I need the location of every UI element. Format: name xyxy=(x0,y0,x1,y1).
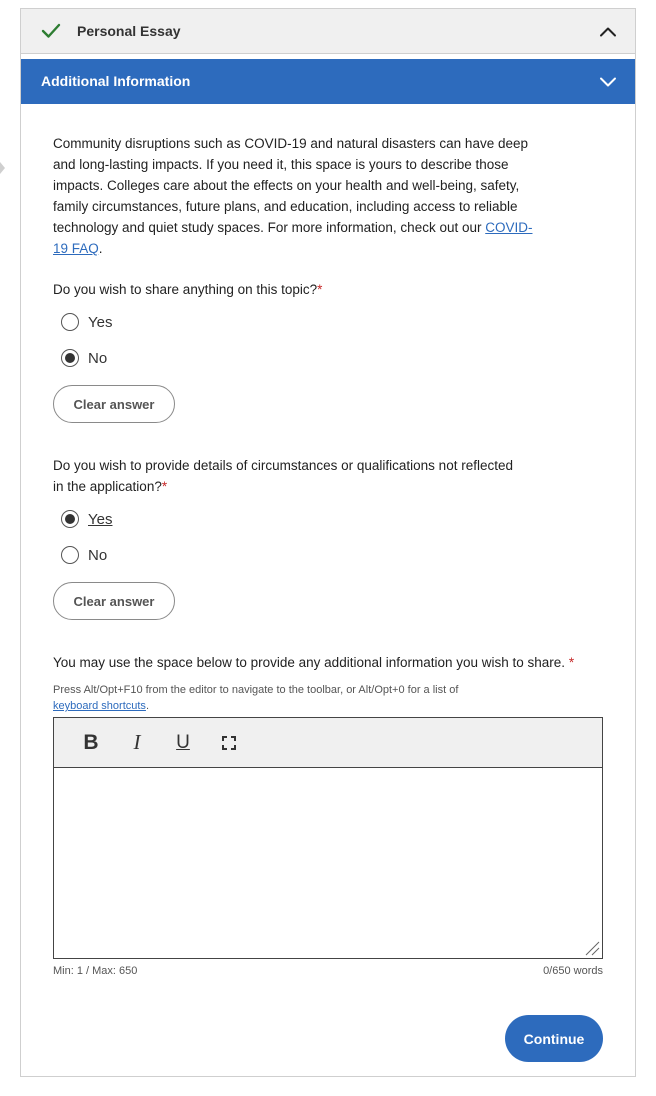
radio-yes-unselected[interactable] xyxy=(61,313,79,331)
italic-button[interactable]: I xyxy=(133,730,141,754)
option-label: No xyxy=(88,546,108,564)
word-count: 0/650 words xyxy=(543,965,603,977)
radio-no-unselected[interactable] xyxy=(61,546,79,564)
intro-text: Community disruptions such as COVID-19 and natural disasters can have deep and long-lasting impacts. If you need it, this space is yours to describe those impacts. Colleges care about the effects on your health and well-being, safety, family circumstances, future plans, and education, including access to reliable technology and quiet study spaces. For more information, check out our xyxy=(53,136,528,235)
application-card xyxy=(20,8,636,1077)
underline-button[interactable]: U xyxy=(176,731,190,753)
option-label: No xyxy=(88,349,108,367)
option-label: Yes xyxy=(88,510,113,528)
covid-faq-link[interactable]: COVID-19 FAQ xyxy=(53,220,533,256)
option-label: Yes xyxy=(88,313,113,331)
bold-button[interactable]: B xyxy=(83,730,99,754)
question1-clear-answer-button[interactable]: Clear answer xyxy=(53,385,175,423)
editor-hint-after: . xyxy=(145,700,149,712)
section-title-additional-information: Additional Information xyxy=(41,73,191,89)
required-mark: * xyxy=(317,282,323,297)
word-limits: Min: 1 / Max: 650 xyxy=(53,965,138,977)
intro-paragraph xyxy=(53,133,543,259)
editor-toolbar xyxy=(54,718,602,768)
question1-option-yes[interactable] xyxy=(61,313,112,331)
question1-label xyxy=(53,279,523,300)
required-mark: * xyxy=(161,479,168,494)
keyboard-shortcuts-link[interactable]: keyboard shortcuts xyxy=(53,700,146,712)
question2-clear-answer-button[interactable]: Clear answer xyxy=(53,582,175,620)
radio-no-selected[interactable] xyxy=(61,349,79,367)
resize-handle-icon[interactable] xyxy=(584,940,600,956)
fullscreen-button[interactable] xyxy=(206,728,252,758)
question1-option-no[interactable] xyxy=(61,349,107,367)
section-title-personal-essay: Personal Essay xyxy=(77,23,181,39)
question2-label xyxy=(53,455,523,497)
editor-hint xyxy=(53,682,573,714)
rich-text-editor xyxy=(53,717,603,959)
check-icon xyxy=(41,22,61,40)
radio-yes-selected[interactable] xyxy=(61,510,79,528)
question2-text: Do you wish to provide details of circumstances or qualifications not reflected in the application? xyxy=(53,458,513,494)
additional-information-textarea[interactable] xyxy=(54,768,602,958)
question2-option-yes[interactable] xyxy=(61,510,112,528)
question1-text: Do you wish to share anything on this topic? xyxy=(53,282,318,297)
chevron-down-icon[interactable] xyxy=(599,73,617,91)
fullscreen-icon xyxy=(221,735,237,751)
section-header-personal-essay[interactable] xyxy=(21,9,635,54)
required-mark: * xyxy=(565,655,575,670)
chevron-up-icon[interactable] xyxy=(599,23,617,41)
intro-after-link: . xyxy=(98,241,103,256)
left-edge-marker xyxy=(0,162,5,174)
continue-button[interactable]: Continue xyxy=(505,1015,603,1062)
section-header-additional-information[interactable] xyxy=(21,59,635,104)
question3-label xyxy=(53,652,613,673)
editor-hint-text: Press Alt/Opt+F10 from the editor to navigate to the toolbar, or Alt/Opt+0 for a list of xyxy=(53,684,459,696)
question3-text: You may use the space below to provide any additional information you wish to share. xyxy=(53,655,566,670)
question2-option-no[interactable] xyxy=(61,546,107,564)
